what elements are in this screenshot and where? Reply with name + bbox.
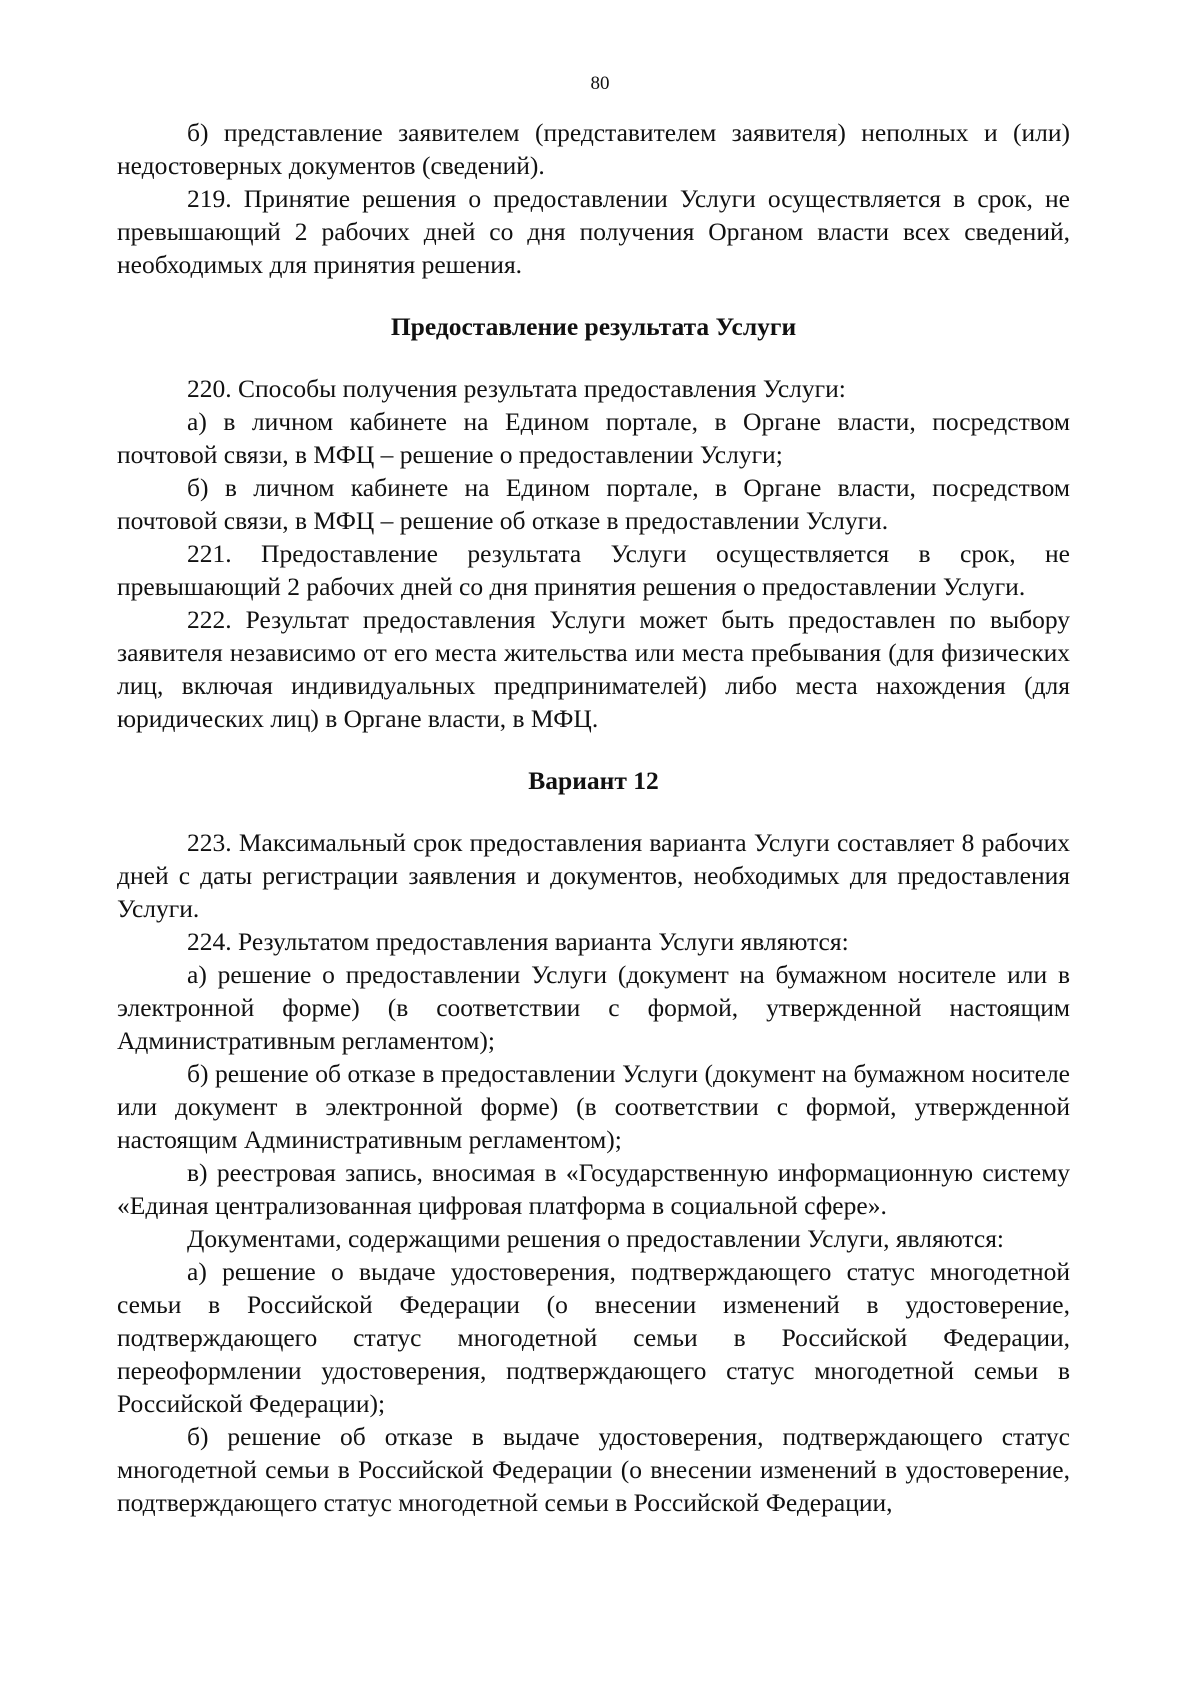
paragraph: 219. Принятие решения о предоставлении Услуги осуществляется в срок, не превышающий 2 рабочих дней со дня получения Органом власти всех сведений, необходимых для принятия решения. [117, 184, 1070, 279]
paragraph: 224. Результатом предоставления варианта Услуги являются: [187, 927, 849, 956]
paragraph: б) решение об отказе в выдаче удостоверения, подтверждающего статус многодетной семьи в Российской Федерации (о внесении изменений в удостоверение, подтверждающего статус многодетной семьи в Российской Федерации, [117, 1422, 1070, 1517]
paragraph: б) в личном кабинете на Едином портале, в Органе власти, посредством почтовой связи, в МФЦ – решение об отказе в предоставлении Услуги. [117, 473, 1070, 535]
paragraph: а) в личном кабинете на Едином портале, в Органе власти, посредством почтовой связи, в МФЦ – решение о предоставлении Услуги; [117, 407, 1070, 469]
page-number: 80 [590, 73, 610, 94]
paragraph: 222. Результат предоставления Услуги может быть предоставлен по выбору заявителя независимо от его места жительства или места пребывания (для физических лиц, включая индивидуальных предпринимателей) либо места нахождения (для юридических лиц) в Органе власти, в МФЦ. [117, 605, 1070, 733]
paragraph: 223. Максимальный срок предоставления варианта Услуги составляет 8 рабочих дней с даты регистрации заявления и документов, необходимых для предоставления Услуги. [117, 828, 1070, 923]
paragraph: в) реестровая запись, вносимая в «Государственную информационную систему «Единая централизованная цифровая платформа в социальной сфере». [117, 1158, 1070, 1220]
document-body [117, 116, 1070, 1519]
paragraph: Документами, содержащими решения о предоставлении Услуги, являются: [187, 1224, 1005, 1253]
section-heading: Предоставление результата Услуги [390, 312, 797, 341]
paragraph: а) решение о выдаче удостоверения, подтверждающего статус многодетной семьи в Российской Федерации (о внесении изменений в удостоверение, подтверждающего статус многодетной семьи в Российской Федерации, переоформлении удостоверения, подтверждающего статус многодетной семьи в Российской Федерации); [117, 1257, 1070, 1418]
paragraph: 221. Предоставление результата Услуги осуществляется в срок, не превышающий 2 рабочих дней со дня принятия решения о предоставлении Услуги. [117, 539, 1070, 601]
paragraph: б) представление заявителем (представителем заявителя) неполных и (или) недостоверных документов (сведений). [117, 118, 1070, 180]
section-heading: Вариант 12 [528, 766, 659, 795]
paragraph: б) решение об отказе в предоставлении Услуги (документ на бумажном носителе или документ в электронной форме) (в соответствии с формой, утвержденной настоящим Административным регламентом); [117, 1059, 1070, 1154]
paragraph: 220. Способы получения результата предоставления Услуги: [187, 374, 846, 403]
paragraph: а) решение о предоставлении Услуги (документ на бумажном носителе или в электронной форме) (в соответствии с формой, утвержденной настоящим Административным регламентом); [117, 960, 1070, 1055]
